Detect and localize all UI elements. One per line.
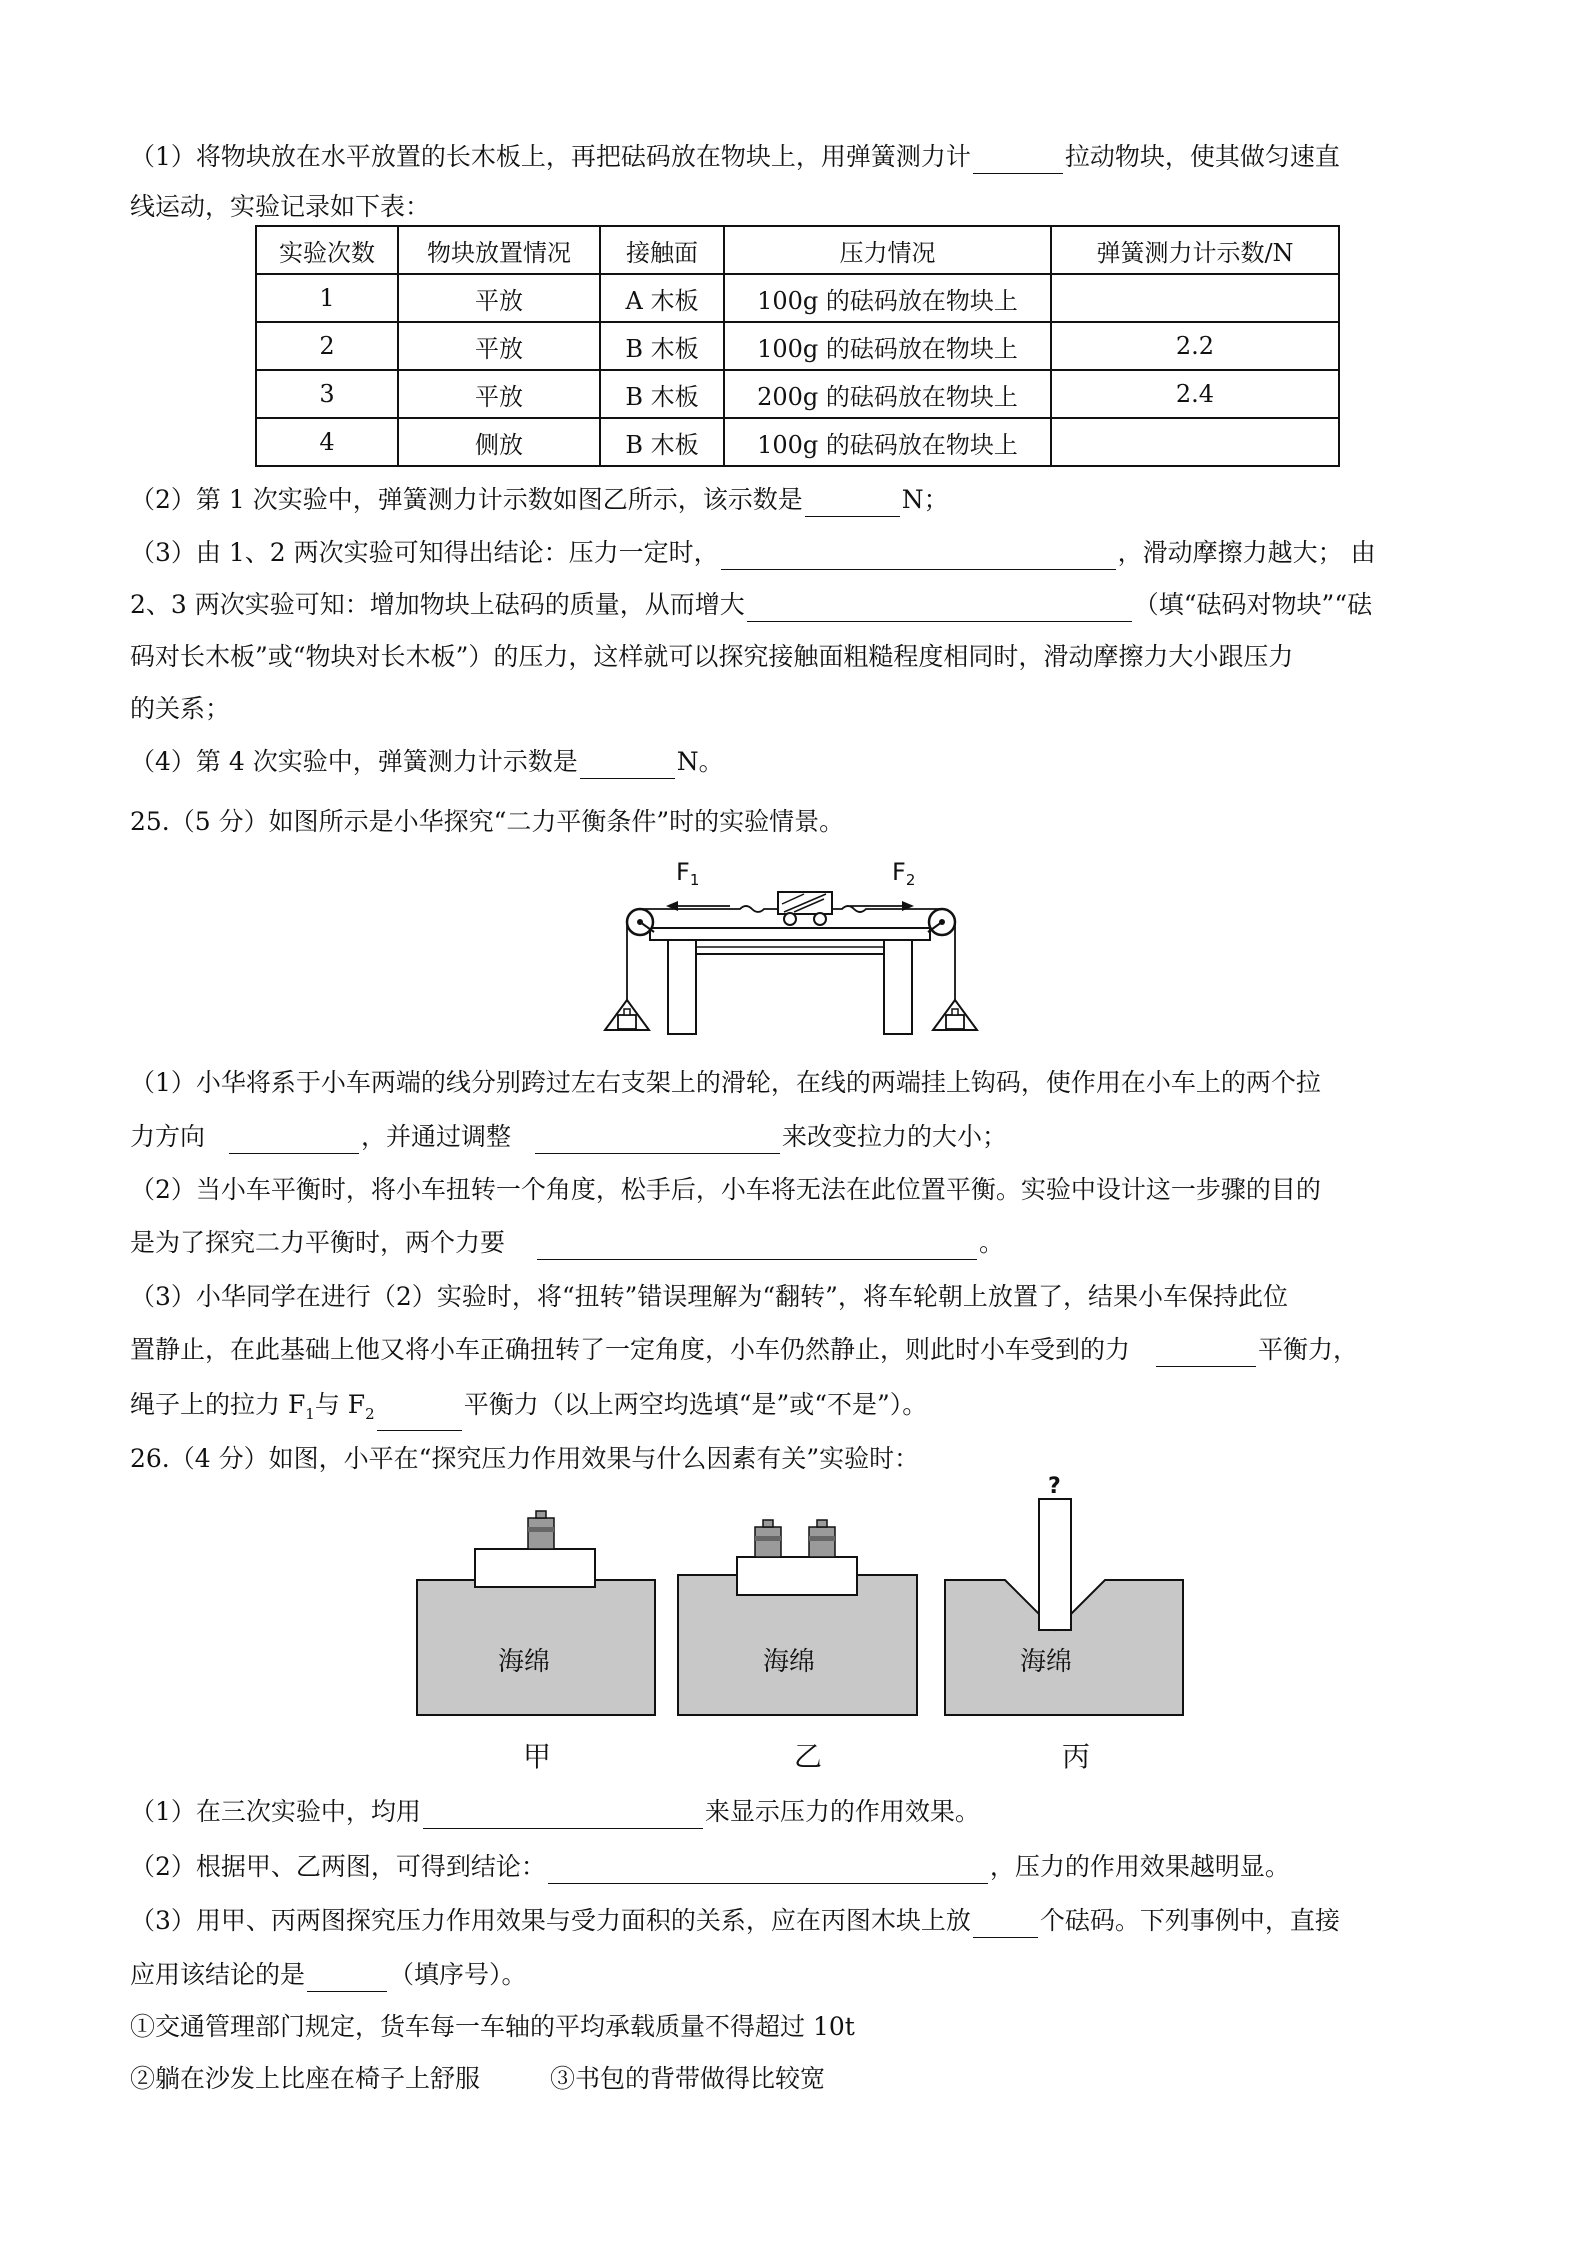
q24-part2: [130, 483, 1470, 517]
text: ，压力的作用效果越明显。: [989, 1852, 1290, 1881]
text: 平衡力（以上两空均选填“是”或“不是”）。: [463, 1390, 928, 1419]
wood-block: [737, 1557, 857, 1595]
cart-icon: [778, 892, 832, 925]
text: ②躺在沙发上比座在椅子上舒服: [130, 2064, 481, 2093]
q24-part1-line2: [130, 190, 1470, 224]
table-cell: 1: [256, 274, 398, 322]
table-cell: A 木板: [600, 274, 724, 322]
text: 是为了探究二力平衡时，两个力要: [130, 1228, 506, 1257]
answer-blank[interactable]: [805, 490, 900, 517]
text: 拉动物块，使其做匀速直: [1064, 142, 1340, 171]
table-cell: 平放: [398, 274, 600, 322]
answer-blank[interactable]: [307, 1965, 387, 1992]
text: 置静止，在此基础上他又将小车正确扭转了一定角度，小车仍然静止，则此时小车受到的力: [130, 1335, 1131, 1364]
text: （1）小华将系于小车两端的线分别跨过左右支架上的滑轮，在线的两端挂上钩码，使作用在小车上的两个拉: [130, 1068, 1321, 1097]
answer-blank[interactable]: [377, 1404, 462, 1431]
text: （1）在三次实验中，均用: [130, 1797, 421, 1826]
table-cell[interactable]: [1051, 274, 1339, 322]
force-label-f2: $F_2$: [892, 858, 916, 889]
weight-icon: [755, 1520, 781, 1557]
sponge-yi: [678, 1520, 917, 1715]
table-cell: B 木板: [600, 322, 724, 370]
text: N；: [901, 485, 949, 514]
weight-icon: [809, 1520, 835, 1557]
answer-blank[interactable]: [535, 1127, 780, 1154]
q26-part1: [130, 1795, 1470, 1829]
text: 来显示压力的作用效果。: [704, 1797, 980, 1826]
text: N。: [676, 747, 724, 776]
caption-jia: 甲: [523, 1740, 552, 1773]
text: 力方向: [130, 1122, 206, 1151]
sponge-label: 海绵: [1020, 1647, 1073, 1677]
text: 2、3 两次实验可知：增加物块上砝码的质量，从而增大: [130, 590, 745, 619]
table-header: 物块放置情况: [398, 226, 600, 274]
sponge-label: 海绵: [498, 1647, 551, 1677]
text: （2）当小车平衡时，将小车扭转一个角度，松手后，小车将无法在此位置平衡。实验中设计这一步骤的目的: [130, 1175, 1321, 1204]
text: 2: [365, 1405, 375, 1423]
text: 与 F: [314, 1390, 366, 1419]
text: （填“砝码对物块”“砝: [1133, 590, 1373, 619]
text: （3）小华同学在进行（2）实验时，将“扭转”错误理解为“翻转”，将车轮朝上放置了，结果小车保持此位: [130, 1282, 1288, 1311]
q25-title: [130, 805, 1470, 839]
text: 25.（5 分）如图所示是小华探究“二力平衡条件”时的实验情景。: [130, 807, 845, 836]
text: （2）第 1 次实验中，弹簧测力计示数如图乙所示，该示数是: [130, 485, 803, 514]
table-cell: 2.2: [1051, 322, 1339, 370]
answer-blank[interactable]: [721, 543, 1116, 570]
q26-options-2-3: [130, 2062, 1470, 2096]
pulley-apparatus-diagram: [580, 850, 1000, 1040]
q25-part2-line2: [130, 1226, 1470, 1260]
wood-block-upright: [1039, 1499, 1071, 1630]
text: 。: [979, 1228, 1005, 1257]
answer-blank[interactable]: [973, 1911, 1038, 1938]
table-cell: 100g 的砝码放在物块上: [724, 322, 1051, 370]
text: 26.（4 分）如图，小平在“探究压力作用效果与什么因素有关”实验时：: [130, 1444, 920, 1473]
text: 的关系；: [130, 694, 231, 723]
q24-part3-line3: [130, 640, 1470, 674]
sponge-jia: [417, 1511, 655, 1715]
answer-blank[interactable]: [747, 595, 1132, 622]
table-leg-left: [668, 940, 696, 1034]
sponge-diagram: [415, 1475, 1185, 1725]
text: ③书包的背带做得比较宽: [550, 2064, 826, 2093]
q25-part3-line2: [130, 1333, 1470, 1367]
q24-part4: [130, 745, 1470, 779]
table-leg-right: [884, 940, 912, 1034]
text: （4）第 4 次实验中，弹簧测力计示数是: [130, 747, 578, 776]
answer-blank[interactable]: [423, 1802, 703, 1829]
table-cell: 2.4: [1051, 370, 1339, 418]
text: （填序号）。: [389, 1960, 527, 1989]
text: 码对长木板”或“物块对长木板”）的压力，这样就可以探究接触面粗糙程度相同时，滑动摩擦力大小跟压力: [130, 642, 1294, 671]
two-force-balance-figure: [580, 850, 1000, 1040]
text: 线运动，实验记录如下表：: [130, 192, 431, 221]
wood-block: [475, 1549, 595, 1587]
q26-part3-line1: [130, 1904, 1470, 1938]
sponge-label: 海绵: [763, 1647, 816, 1677]
text: （1）将物块放在水平放置的长木板上，再把砝码放在物块上，用弹簧测力计: [130, 142, 971, 171]
table-row: [256, 274, 1339, 322]
answer-blank[interactable]: [537, 1233, 977, 1260]
text: ，并通过调整: [361, 1122, 512, 1151]
caption-yi: 乙: [794, 1740, 823, 1773]
table-cell: 3: [256, 370, 398, 418]
q26-part3-line2: [130, 1958, 1470, 1992]
force-label-f1: $F_1$: [676, 858, 700, 889]
answer-blank[interactable]: [580, 752, 675, 779]
text: ①交通管理部门规定，货车每一车轴的平均承载质量不得超过 10t: [130, 2012, 855, 2041]
table-cell: 100g 的砝码放在物块上: [724, 274, 1051, 322]
text: （3）用甲、丙两图探究压力作用效果与受力面积的关系，应在丙图木块上放: [130, 1906, 971, 1935]
q24-part1-line1: [130, 140, 1470, 174]
text: 个砝码。下列事例中，直接: [1039, 1906, 1340, 1935]
text: 绳子上的拉力 F: [130, 1390, 306, 1419]
table-row: [256, 418, 1339, 466]
caption-bing: 丙: [1062, 1740, 1091, 1773]
table-cell: 200g 的砝码放在物块上: [724, 370, 1051, 418]
weight-icon: [528, 1511, 554, 1549]
q25-part3-line3: [130, 1388, 1470, 1431]
text: 1: [305, 1405, 315, 1423]
answer-blank[interactable]: [1156, 1340, 1256, 1367]
table-cell: 2: [256, 322, 398, 370]
hanging-weight-right-icon: [933, 1000, 977, 1030]
q25-part1-line1: [130, 1066, 1470, 1100]
sponge-bing: [945, 1475, 1183, 1715]
q25-part1-line2: [130, 1120, 1470, 1154]
table-cell[interactable]: [1051, 418, 1339, 466]
q24-part3-line4: [130, 692, 1470, 726]
table-header-row: [256, 226, 1339, 274]
table-cell: 平放: [398, 370, 600, 418]
table-cell: 平放: [398, 322, 600, 370]
text: （3）由 1、2 两次实验可知得出结论：压力一定时，: [130, 538, 719, 567]
q25-part3-line1: [130, 1280, 1470, 1314]
experiment-table: [255, 225, 1340, 467]
question-mark: ?: [1048, 1475, 1061, 1499]
hanging-weight-left-icon: [605, 1000, 649, 1030]
table-top: [650, 928, 930, 940]
table-cell: B 木板: [600, 418, 724, 466]
sponge-experiment-figure: [415, 1475, 1185, 1725]
answer-blank[interactable]: [973, 147, 1063, 174]
table-header: 弹簧测力计示数/N: [1051, 226, 1339, 274]
table-cell: 4: [256, 418, 398, 466]
table-cell: 侧放: [398, 418, 600, 466]
q24-part3-line1: [130, 536, 1470, 570]
table-header: 接触面: [600, 226, 724, 274]
table-cell: B 木板: [600, 370, 724, 418]
q26-part2: [130, 1850, 1470, 1884]
text: 平衡力，: [1258, 1335, 1359, 1364]
text: 来改变拉力的大小；: [782, 1122, 1008, 1151]
text: （2）根据甲、乙两图，可得到结论：: [130, 1852, 546, 1881]
table-row: [256, 370, 1339, 418]
q26-option-1: [130, 2010, 1470, 2044]
table-row: [256, 322, 1339, 370]
table-cell: 100g 的砝码放在物块上: [724, 418, 1051, 466]
text: 应用该结论的是: [130, 1960, 306, 1989]
table-header: 实验次数: [256, 226, 398, 274]
q25-part2-line1: [130, 1173, 1470, 1207]
table-header: 压力情况: [724, 226, 1051, 274]
q26-title: [130, 1442, 1470, 1476]
q24-part3-line2: [130, 588, 1470, 622]
answer-blank[interactable]: [548, 1857, 988, 1884]
answer-blank[interactable]: [229, 1127, 359, 1154]
text: ，滑动摩擦力越大； 由: [1117, 538, 1376, 567]
